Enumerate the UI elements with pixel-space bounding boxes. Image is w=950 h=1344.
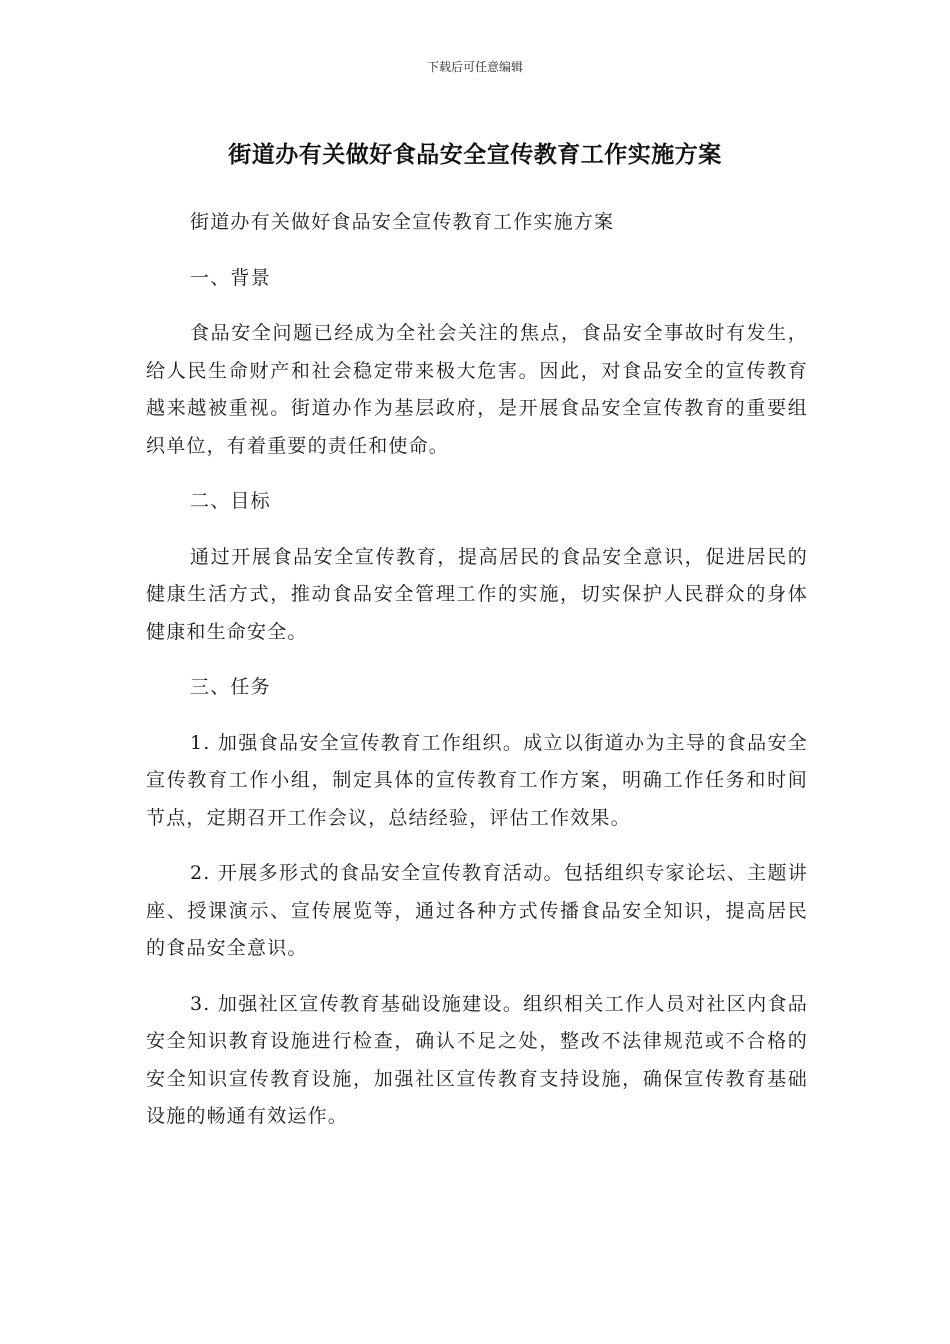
section-heading-goals: 二、目标 — [190, 490, 271, 512]
document-title: 街道办有关做好食品安全宣传教育工作实施方案 — [228, 142, 722, 168]
subtitle-paragraph: 街道办有关做好食品安全宣传教育工作实施方案 — [190, 211, 615, 233]
section-heading-tasks: 三、任务 — [190, 676, 271, 698]
task-item-1: 1. 加强食品安全宣传教育工作组织。成立以街道办为主导的食品安全宣传教育工作小组，制定具体的宣传教育工作方案，明确工作任务和时间节点，定期召开工作会议，总结经验，评估工作效果。 — [146, 731, 808, 829]
goals-paragraph: 通过开展食品安全宣传教育，提高居民的食品安全意识，促进居民的健康生活方式，推动食品安全管理工作的实施，切实保护人民群众的身体健康和生命安全。 — [146, 545, 808, 643]
task-item-3: 3. 加强社区宣传教育基础设施建设。组织相关工作人员对社区内食品安全知识教育设施进行检查，确认不足之处，整改不法律规范或不合格的安全知识宣传教育设施，加强社区宣传教育支持设施，确保宣传教育基础设施的畅通有效运作。 — [146, 992, 808, 1127]
document-body — [146, 204, 808, 1154]
task-item-2: 2. 开展多形式的食品安全宣传教育活动。包括组织专家论坛、主题讲座、授课演示、宣传展览等，通过各种方式传播食品安全知识，提高居民的食品安全意识。 — [146, 862, 808, 959]
background-paragraph: 食品安全问题已经成为全社会关注的焦点，食品安全事故时有发生，给人民生命财产和社会稳定带来极大危害。因此，对食品安全的宣传教育越来越被重视。街道办作为基层政府，是开展食品安全宣传教育的重要组织单位，有着重要的责任和使命。 — [146, 322, 808, 457]
header-note: 下载后可任意编辑 — [426, 60, 523, 74]
section-heading-background: 一、背景 — [190, 266, 271, 289]
